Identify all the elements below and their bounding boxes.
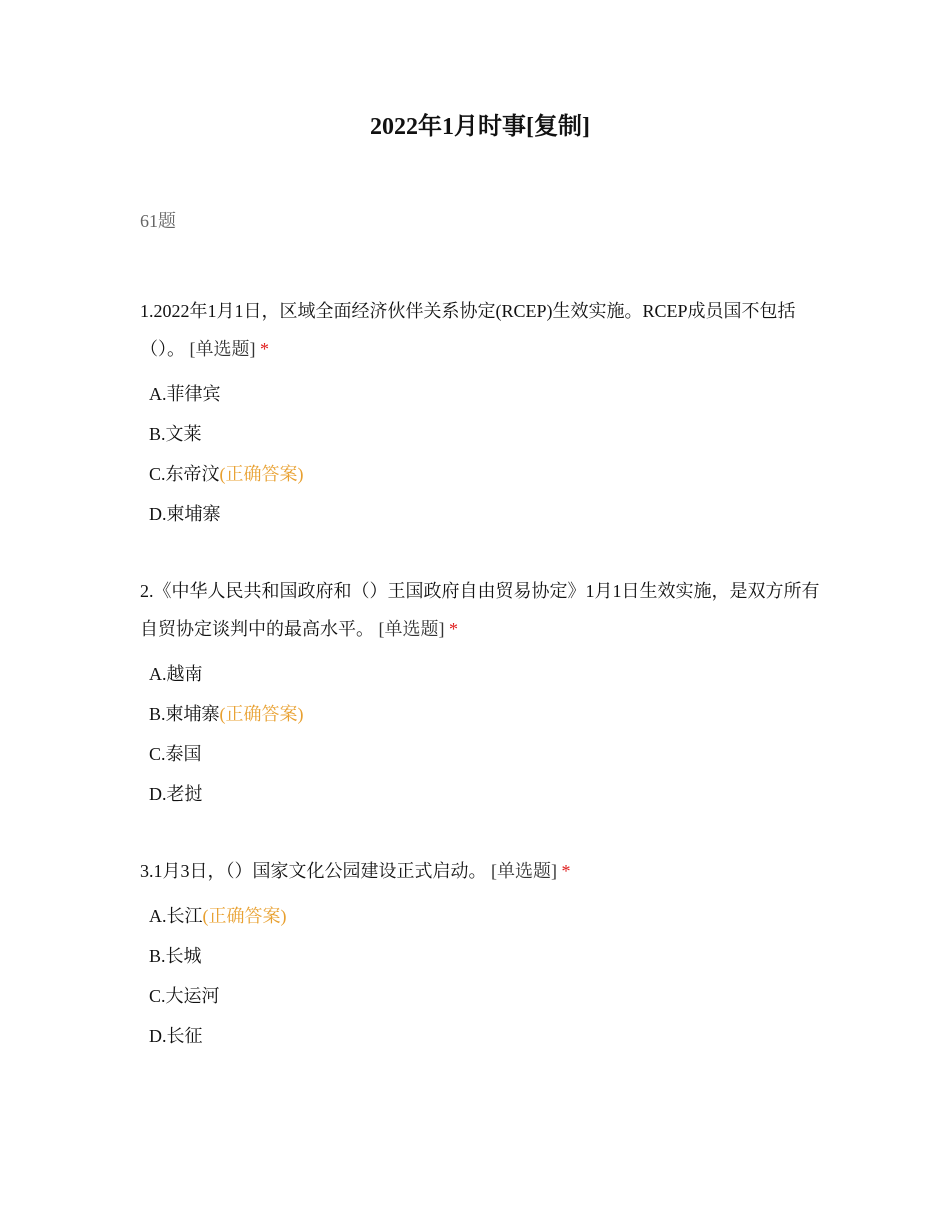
- option-c[interactable]: [149, 454, 820, 494]
- question-number: 3.: [140, 861, 154, 881]
- option-letter: A.: [149, 664, 167, 684]
- option-text: 柬埔寨: [166, 504, 221, 524]
- option-c[interactable]: [149, 734, 820, 774]
- option-letter: C.: [149, 464, 166, 484]
- question-number: 1.: [140, 301, 154, 321]
- option-letter: A.: [149, 906, 167, 926]
- option-text: 长江: [166, 906, 203, 926]
- question-3: [140, 852, 820, 1056]
- question-body: 2022年1月1日，区域全面经济伙伴关系协定(RCEP)生效实施。RCEP成员国不包括（）。: [140, 301, 796, 359]
- question-type: [单选题]: [378, 619, 445, 639]
- option-letter: A.: [149, 384, 167, 404]
- option-letter: D.: [149, 1026, 167, 1046]
- option-text: 大运河: [165, 986, 220, 1006]
- option-d[interactable]: [149, 494, 820, 534]
- option-text: 长城: [165, 946, 202, 966]
- option-text: 菲律宾: [166, 384, 221, 404]
- option-b[interactable]: [149, 414, 820, 454]
- option-a[interactable]: [149, 654, 820, 694]
- option-text: 长征: [166, 1026, 203, 1046]
- option-text: 东帝汶: [165, 464, 220, 484]
- option-b[interactable]: [149, 936, 820, 976]
- question-2: [140, 572, 820, 814]
- question-number: 2.: [140, 581, 154, 601]
- question-type: [单选题]: [189, 339, 256, 359]
- option-letter: B.: [149, 704, 166, 724]
- required-mark: *: [449, 619, 458, 639]
- option-letter: C.: [149, 986, 166, 1006]
- question-count: 61题: [140, 211, 176, 231]
- option-b[interactable]: [149, 694, 820, 734]
- required-mark: *: [561, 861, 571, 881]
- correct-answer-label: (正确答案): [202, 906, 287, 926]
- option-d[interactable]: [149, 774, 820, 814]
- option-list: [140, 896, 820, 1056]
- question-3-text: [140, 852, 820, 890]
- option-c[interactable]: [149, 976, 820, 1016]
- option-a[interactable]: [149, 374, 820, 414]
- option-text: 老挝: [166, 784, 203, 804]
- option-letter: B.: [149, 946, 166, 966]
- option-list: [140, 374, 820, 534]
- question-type: [单选题]: [491, 861, 557, 881]
- question-body: 《中华人民共和国政府和（）王国政府自由贸易协定》1月1日生效实施，是双方所有自贸协定谈判中的最高水平。: [140, 581, 820, 639]
- option-letter: B.: [149, 424, 166, 444]
- option-list: [140, 654, 820, 814]
- question-1: [140, 292, 820, 534]
- correct-answer-label: (正确答案): [219, 464, 304, 484]
- required-mark: *: [260, 339, 269, 359]
- question-body: 1月3日，（）国家文化公园建设正式启动。: [153, 861, 487, 881]
- option-text: 泰国: [165, 744, 202, 764]
- option-d[interactable]: [149, 1016, 820, 1056]
- option-text: 越南: [166, 664, 203, 684]
- correct-answer-label: (正确答案): [219, 704, 304, 724]
- option-letter: D.: [149, 784, 167, 804]
- question-1-text: [140, 292, 820, 368]
- option-letter: C.: [149, 744, 166, 764]
- option-a[interactable]: [149, 896, 820, 936]
- question-2-text: [140, 572, 820, 648]
- option-text: 文莱: [165, 424, 202, 444]
- option-text: 柬埔寨: [165, 704, 220, 724]
- option-letter: D.: [149, 504, 167, 524]
- document-title: 2022年1月时事[复制]: [370, 114, 590, 140]
